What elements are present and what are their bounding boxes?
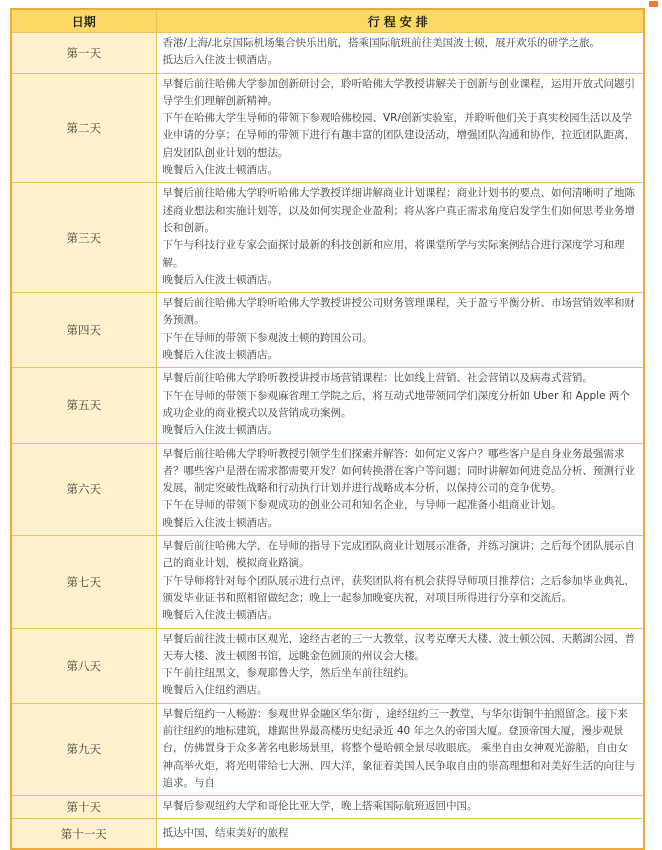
schedule-cell bbox=[156, 628, 644, 703]
schedule-paragraph: 早餐后前往波士顿市区观光，途经古老的三一大教堂、汉考克摩天大楼、波士顿公园、天鹅湖公园、普天寿大楼、波士顿图书馆，远眺金色圆顶的州议会大楼。 bbox=[162, 632, 635, 662]
schedule-column-header: 行程安排 bbox=[156, 9, 644, 33]
schedule-paragraph: 早餐后前往哈佛大学聆听哈佛大学教授详细讲解商业计划课程：商业计划书的要点、如何清晰明了地陈述商业想法和实施计划等，以及如何实现企业盈利；将从客户真正需求角度启发学生们如何思考业务增长和创新。 bbox=[162, 187, 635, 234]
schedule-cell bbox=[156, 73, 644, 183]
date-column-header: 日期 bbox=[11, 9, 156, 33]
itinerary-table bbox=[10, 8, 645, 850]
schedule-paragraph: 下午在导师的带领下参观麻省理工学院之后，将互动式地带领同学们深度分析如 Uber 和 Apple 两个成功企业的商业模式以及营销成功案例。 bbox=[162, 389, 630, 419]
schedule-cell bbox=[156, 293, 644, 368]
day-label: 第十一天 bbox=[11, 819, 156, 850]
table-row bbox=[11, 819, 644, 850]
day-label: 第七天 bbox=[11, 536, 156, 628]
day-label: 第四天 bbox=[11, 293, 156, 368]
table-row bbox=[11, 293, 644, 368]
table-row bbox=[11, 796, 644, 819]
table-row bbox=[11, 73, 644, 183]
day-label: 第二天 bbox=[11, 73, 156, 183]
schedule-paragraph: 早餐后前往哈佛大学聆听教授引领学生们探索并解答：如何定义客户？哪些客户是自身业务最强需求者？哪些客户是潜在需求都需要开发？如何转换潜在客户等问题；同时讲解如何进竞品分析、预测行业发展，制定突破性战略和行动执行计划并进行战略成本分析，以保持公司的竞争优势。 bbox=[162, 447, 635, 495]
schedule-paragraph: 晚餐后入住纽约酒店。 bbox=[162, 684, 268, 697]
table-row bbox=[11, 703, 644, 795]
schedule-paragraph: 抵达后入住波士顿酒店。 bbox=[162, 54, 278, 67]
day-label: 第九天 bbox=[11, 703, 156, 795]
day-label: 第五天 bbox=[11, 368, 156, 443]
schedule-paragraph: 晚餐后入住波士顿酒店。 bbox=[162, 273, 278, 286]
day-label: 第八天 bbox=[11, 628, 156, 703]
corner-mark bbox=[649, 1, 658, 7]
table-row bbox=[11, 536, 644, 628]
table-row bbox=[11, 628, 644, 703]
schedule-paragraph: 晚餐后入住波士顿酒店。 bbox=[162, 349, 278, 362]
day-label: 第六天 bbox=[11, 443, 156, 535]
schedule-paragraph: 晚餐后入住波士顿酒店。 bbox=[162, 424, 278, 437]
schedule-paragraph: 晚餐后入住波士顿酒店。 bbox=[162, 164, 278, 177]
schedule-paragraph: 早餐后参观纽约大学和哥伦比亚大学，晚上搭乘国际航班返回中国。 bbox=[162, 800, 478, 813]
schedule-cell bbox=[156, 33, 644, 74]
schedule-paragraph: 下午在导师的带领下参观成功的创业公司和知名企业，与导师一起准备小组商业计划。 bbox=[162, 499, 562, 512]
day-label: 第三天 bbox=[11, 183, 156, 293]
schedule-cell bbox=[156, 368, 644, 443]
schedule-paragraph: 下午前往纽黑文，参观耶鲁大学，然后坐车前往纽约。 bbox=[162, 667, 415, 680]
schedule-paragraph: 下午在导师的带领下参观波士顿的跨国公司。 bbox=[162, 331, 373, 344]
schedule-cell bbox=[156, 819, 644, 850]
schedule-paragraph: 下午在哈佛大学生导师的带领下参观哈佛校园、VR/创新实验室，并聆听他们关于真实校园生活以及学业申请的分享；在导师的带领下进行有趣丰富的团队建设活动，增强团队沟通和协作，拉近团队距离，启发团队创业计划的想法。 bbox=[162, 112, 635, 159]
schedule-paragraph: 早餐后纽约一人畅游：参观世界金融区华尔街 ，途经纽约三一教堂，与华尔街铜牛拍照留念。接下来前往纽约的地标建筑，雄踞世界最高楼历史纪录近 40 年之久的帝国大厦。登顶帝国大厦，漫步观景台，仿佛置身于众多著名电影场景里，将整个曼哈顿全景尽收眼底。 乘坐自由女神观光游船，自由女神高举火炬，将光明带给七大洲、四大洋，象征着美国人民争取自由的崇高理想和对美好生活的向往与追求。与自 bbox=[162, 707, 635, 789]
schedule-cell bbox=[156, 183, 644, 293]
table-row bbox=[11, 183, 644, 293]
schedule-cell bbox=[156, 796, 644, 819]
table-row bbox=[11, 368, 644, 443]
schedule-cell bbox=[156, 536, 644, 628]
schedule-paragraph: 香港/上海/北京国际机场集合快乐出航，搭乘国际航班前往美国波士顿，展开欢乐的研学之旅。 bbox=[162, 37, 601, 49]
schedule-paragraph: 下午导师将针对每个团队展示进行点评，获奖团队将有机会获得导师项目推荐信；之后参加毕业典礼，颁发毕业证书和照相留做纪念；晚上一起参加晚宴庆祝，对项目所得进行分享和交流后。 bbox=[162, 574, 635, 604]
table-row bbox=[11, 33, 644, 74]
schedule-cell bbox=[156, 703, 644, 795]
schedule-paragraph: 早餐后前往哈佛大学参加创新研讨会，聆听哈佛大学教授讲解关于创新与创业课程，运用开放式问题引导学生们理解创新精神。 bbox=[162, 77, 635, 107]
header-row bbox=[11, 9, 644, 33]
schedule-paragraph: 早餐后前往哈佛大学，在导师的指导下完成团队商业计划展示准备，并练习演讲；之后每个团队展示自己的商业计划，模拟商业路演。 bbox=[162, 540, 635, 570]
day-label: 第十天 bbox=[11, 796, 156, 819]
day-label: 第一天 bbox=[11, 33, 156, 74]
schedule-cell bbox=[156, 443, 644, 535]
schedule-paragraph: 早餐后前往哈佛大学聆听哈佛大学教授讲授公司财务管理课程，关于盈亏平衡分析、市场营销效率和财务预测。 bbox=[162, 297, 635, 327]
schedule-paragraph: 晚餐后入住波士顿酒店。 bbox=[162, 516, 278, 529]
table-row bbox=[11, 443, 644, 535]
schedule-paragraph: 下午与科技行业专家会面探讨最新的科技创新和应用，将课堂所学与实际案例结合进行深度学习和理解。 bbox=[162, 239, 625, 269]
schedule-paragraph: 抵达中国，结束美好的旅程 bbox=[162, 826, 289, 839]
schedule-paragraph: 早餐后前往哈佛大学聆听教授讲授市场营销课程：比如线上营销、社会营销以及病毒式营销。 bbox=[162, 372, 593, 385]
schedule-paragraph: 晚餐后入住波士顿酒店。 bbox=[162, 609, 278, 622]
